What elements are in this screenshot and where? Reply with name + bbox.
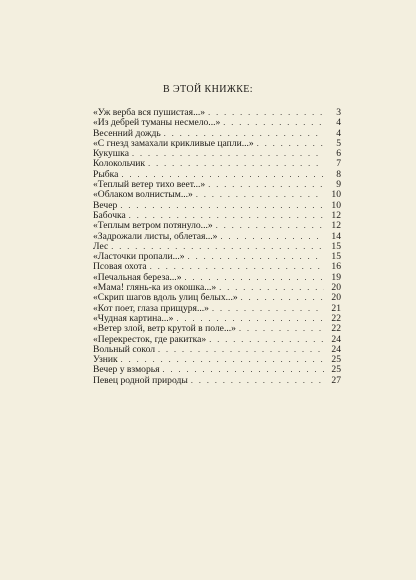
dot-leader xyxy=(148,159,324,169)
toc-entry-page-number: 16 xyxy=(331,261,341,273)
toc-entry-page-number: 21 xyxy=(331,302,341,314)
toc-entry-title: «Теплый ветер тихо веет...» xyxy=(93,179,206,191)
toc-entry-title: «Мама! глянь-ка из окошка...» xyxy=(93,282,217,294)
toc-entry xyxy=(93,159,341,169)
toc-entry-title: «Печальная береза...» xyxy=(93,271,182,283)
toc-entry xyxy=(93,376,341,386)
dot-leader xyxy=(208,108,324,118)
toc-entry-page-number: 12 xyxy=(331,209,341,221)
toc-entry-title: Рыбка xyxy=(93,168,119,180)
toc-entry-page-number: 19 xyxy=(331,271,341,283)
toc-entry-page-number: 3 xyxy=(336,107,341,118)
toc-entry xyxy=(93,232,341,242)
dot-leader xyxy=(132,149,324,159)
toc-heading: В ЭТОЙ КНИЖКЕ: xyxy=(163,84,253,95)
dot-leader xyxy=(191,376,324,386)
toc-entry-page-number: 9 xyxy=(336,179,341,191)
dot-leader xyxy=(188,252,324,262)
toc-entry-title: Лес xyxy=(93,240,109,252)
toc-entry xyxy=(93,324,341,334)
toc-entry-page-number: 25 xyxy=(331,354,341,366)
toc-entry-page-number: 22 xyxy=(331,323,341,335)
toc-entry-title: «Перекресток, где ракитка» xyxy=(93,333,207,345)
toc-entry-title: «Чудная картина...» xyxy=(93,312,174,324)
toc-entry-title: «Скрип шагов вдоль улиц белых...» xyxy=(93,292,238,304)
toc-entry xyxy=(93,345,341,355)
toc-entry-page-number: 6 xyxy=(336,148,341,160)
toc-entry-page-number: 5 xyxy=(336,137,341,149)
dot-leader xyxy=(216,221,324,231)
toc-entry-title: «Ласточки пропали...» xyxy=(93,251,185,263)
toc-entry xyxy=(93,139,341,149)
toc-entry-title: «Задрожали листы, облетая...» xyxy=(93,230,218,242)
toc-entry-title: Вечер у взморья xyxy=(93,364,160,376)
toc-entry-page-number: 24 xyxy=(331,343,341,355)
toc-entry-title: «Облаком волнистым...» xyxy=(93,189,193,201)
dot-leader xyxy=(223,118,324,128)
toc-entry-page-number: 27 xyxy=(331,374,341,386)
toc-entry-page-number: 4 xyxy=(336,117,341,129)
toc-entry-page-number: 7 xyxy=(336,158,341,170)
dot-leader xyxy=(163,365,324,375)
toc-entry-title: Кукушка xyxy=(93,148,129,160)
toc-entry-title: Вечер xyxy=(93,199,118,211)
dot-leader xyxy=(209,335,324,345)
toc-entry-page-number: 8 xyxy=(336,168,341,180)
dot-leader xyxy=(196,190,324,200)
toc-entry-page-number: 24 xyxy=(331,333,341,345)
dot-leader xyxy=(120,201,324,211)
toc-entry xyxy=(93,201,341,211)
toc-entry-page-number: 20 xyxy=(331,282,341,294)
dot-leader xyxy=(150,262,324,272)
toc-entry-page-number: 10 xyxy=(331,189,341,201)
toc-entry-page-number: 14 xyxy=(331,230,341,242)
dot-leader xyxy=(208,180,324,190)
toc-entry-title: «Из дебрей туманы несмело...» xyxy=(93,117,221,129)
dot-leader xyxy=(220,232,324,242)
toc-entry-page-number: 15 xyxy=(331,240,341,252)
table-of-contents xyxy=(93,108,341,386)
toc-entry-title: Узник xyxy=(93,354,118,366)
toc-entry-title: «Кот поет, глаза прищуря...» xyxy=(93,302,209,314)
dot-leader xyxy=(158,345,324,355)
toc-entry-page-number: 15 xyxy=(331,251,341,263)
toc-entry-title: «Теплым ветром потянуло...» xyxy=(93,220,213,232)
dot-leader xyxy=(239,324,324,334)
toc-entry-title: Псовая охота xyxy=(93,261,147,273)
toc-entry-title: «Уж верба вся пушистая...» xyxy=(93,107,206,118)
toc-entry-title: Бабочка xyxy=(93,209,126,221)
toc-entry-page-number: 25 xyxy=(331,364,341,376)
dot-leader xyxy=(212,304,324,314)
toc-entry-page-number: 12 xyxy=(331,220,341,232)
toc-entry-title: Колокольчик xyxy=(93,158,146,170)
toc-entry-title: «С гнезд замахали крикливые цапли...» xyxy=(93,137,254,149)
dot-leader xyxy=(257,139,324,149)
toc-entry-page-number: 22 xyxy=(331,312,341,324)
toc-entry-page-number: 4 xyxy=(336,127,341,139)
toc-entry-title: Певец родной природы xyxy=(93,374,188,386)
toc-entry xyxy=(93,190,341,200)
toc-entry-page-number: 10 xyxy=(331,199,341,211)
toc-entry-title: «Ветер злой, ветр крутой в поле...» xyxy=(93,323,236,335)
toc-entry-page-number: 20 xyxy=(331,292,341,304)
toc-entry-title: Вольный сокол xyxy=(93,343,156,355)
toc-entry-title: Весенний дождь xyxy=(93,127,161,139)
dot-leader xyxy=(241,293,324,303)
